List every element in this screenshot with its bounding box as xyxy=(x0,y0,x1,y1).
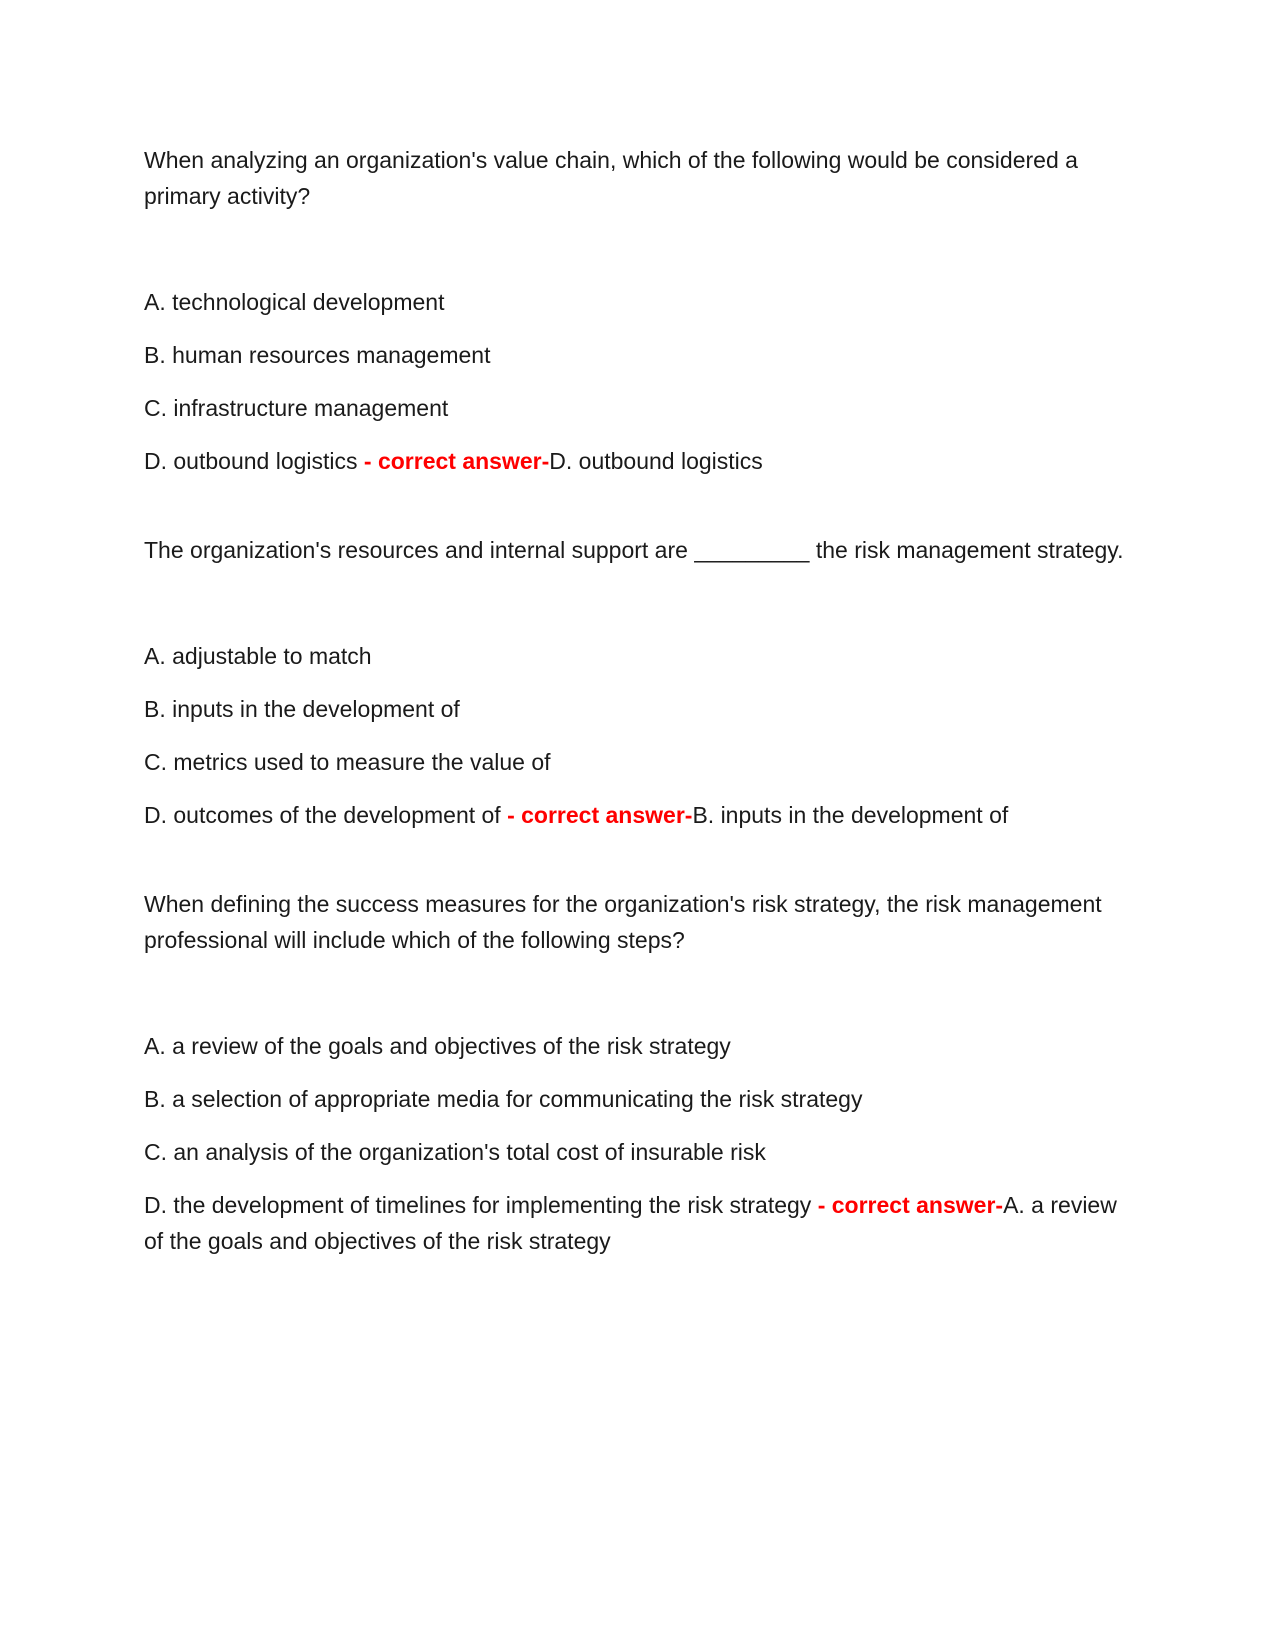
question-prompt: The organization's resources and internal support are _________ the risk management strategy. xyxy=(144,537,1124,563)
answer-option xyxy=(144,1081,1125,1117)
answer-option xyxy=(144,691,1125,727)
correct-answer-text: D. outbound logistics xyxy=(549,448,763,474)
question-block xyxy=(144,532,1125,833)
answer-option xyxy=(144,638,1125,674)
correct-answer-marker: - correct answer- xyxy=(363,448,550,474)
question-prompt: When analyzing an organization's value chain, which of the following would be considered a primary activity? xyxy=(144,147,1085,209)
answer-option xyxy=(144,744,1125,780)
correct-answer-text: B. inputs in the development of xyxy=(692,802,1009,828)
option-text: A. adjustable to match xyxy=(144,643,372,669)
answer-option xyxy=(144,284,1125,320)
answer-option xyxy=(144,337,1125,373)
answer-option xyxy=(144,443,1125,479)
correct-answer-text: A. a review of the goals and objectives of the risk strategy xyxy=(144,1192,1124,1254)
option-text: C. metrics used to measure the value of xyxy=(144,749,551,775)
correct-answer-marker: - correct answer- xyxy=(817,1192,1004,1218)
option-text: B. inputs in the development of xyxy=(144,696,460,722)
answer-option xyxy=(144,390,1125,426)
answer-option xyxy=(144,1028,1125,1064)
question-block xyxy=(144,142,1125,479)
answer-option xyxy=(144,1187,1125,1259)
option-text: C. an analysis of the organization's total cost of insurable risk xyxy=(144,1139,766,1165)
correct-answer-marker: - correct answer- xyxy=(507,802,693,828)
option-text: A. technological development xyxy=(144,289,445,315)
option-text: B. human resources management xyxy=(144,342,491,368)
option-text: D. the development of timelines for implementing the risk strategy xyxy=(144,1192,818,1218)
option-text: A. a review of the goals and objectives of the risk strategy xyxy=(144,1033,731,1059)
answer-option xyxy=(144,797,1125,833)
answer-option xyxy=(144,1134,1125,1170)
option-text: B. a selection of appropriate media for communicating the risk strategy xyxy=(144,1086,863,1112)
option-text: D. outbound logistics xyxy=(144,448,364,474)
question-block xyxy=(144,886,1125,1259)
option-text: C. infrastructure management xyxy=(144,395,449,421)
question-prompt: When defining the success measures for the organization's risk strategy, the risk management professional will include which of the following steps? xyxy=(144,891,1109,953)
option-text: D. outcomes of the development of xyxy=(144,802,508,828)
